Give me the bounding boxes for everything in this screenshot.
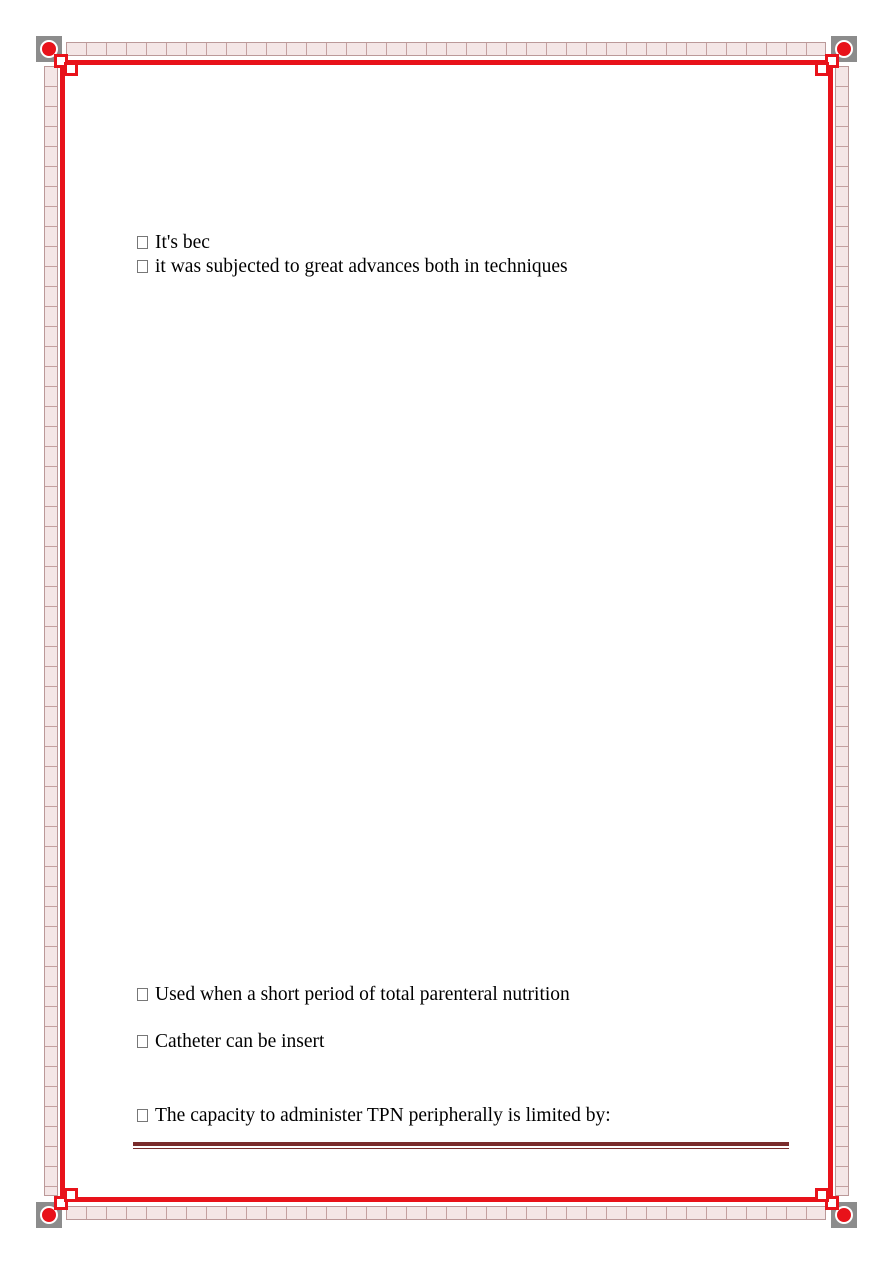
frame-line-bottom [60,1197,833,1202]
bullet-item [137,983,570,1007]
border-strip-bottom [66,1206,826,1220]
missing-glyph-bullet-icon [137,260,148,273]
border-strip-top [66,42,826,56]
corner-ornament-bottom-right [811,1182,857,1228]
missing-glyph-bullet-icon [137,1109,148,1122]
missing-glyph-bullet-icon [137,236,148,249]
bullet-text: Used when a short period of total parenteral nutrition [155,984,570,1005]
bullet-text: it was subjected to great advances both in techniques [155,256,568,277]
frame-line-left [60,60,65,1202]
footer-rule [133,1142,789,1146]
border-strip-left [44,66,58,1196]
frame-line-right [828,60,833,1202]
bullet-item [137,255,568,279]
bullet-text: The capacity to administer TPN peripherally is limited by: [155,1105,611,1126]
footer-rule-thin [133,1148,789,1149]
missing-glyph-bullet-icon [137,1035,148,1048]
frame-line-top [60,60,833,65]
bullet-text: It's bec [155,232,210,253]
bullet-item [137,1030,324,1054]
missing-glyph-bullet-icon [137,988,148,1001]
bullet-item [137,231,210,255]
border-strip-right [835,66,849,1196]
corner-ornament-top-left [36,36,82,82]
corner-ornament-bottom-left [36,1182,82,1228]
bullet-text: Catheter can be insert [155,1031,325,1052]
bullet-item [137,1104,611,1128]
corner-ornament-top-right [811,36,857,82]
